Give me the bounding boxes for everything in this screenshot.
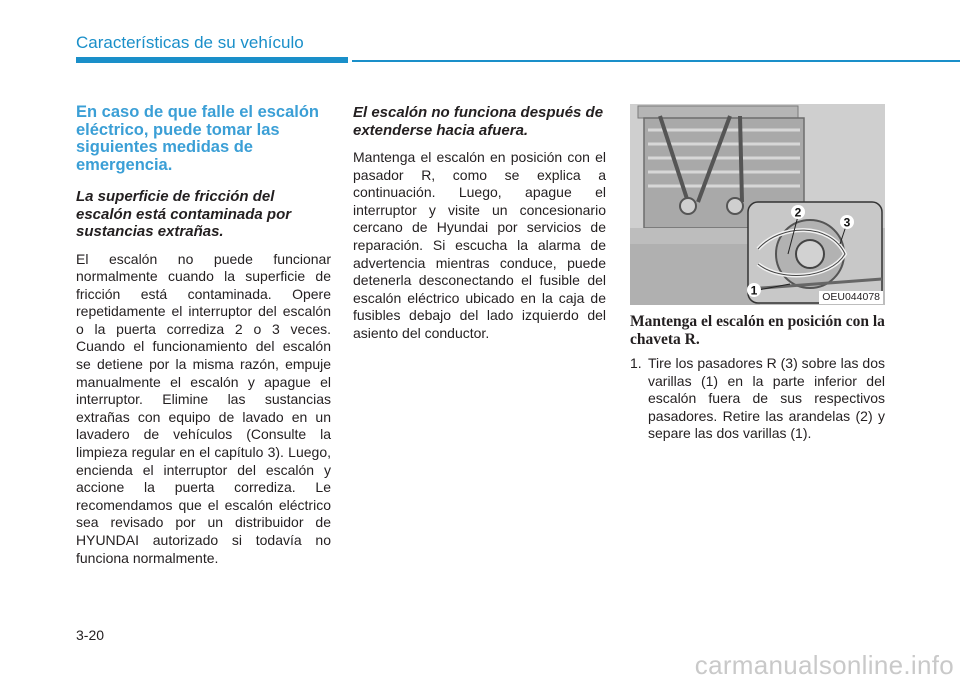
callout-3: 3 [843, 215, 851, 230]
list-text: Tire los pasadores R (3) sobre las dos varillas (1) en la parte inferior del escalón fuera de sus respectivos pasadores. Retire las arandelas (2) y separe las dos varillas (1). [648, 355, 885, 442]
contamination-paragraph: El escalón no puede funcionar normalmente cuando la superficie de fricción está contaminada. Opere repetidamente el interruptor del escalón o la puerta corrediza 2 o 3 veces. Cuando el funcionamiento del escalón se detiene por la misma razón, empuje manualmente el escalón y apague el interruptor. Elimine las sustancias extrañas con equipo de lavado en un lavadero de vehículos (Consulte la limpieza regular en el capítulo 3). Luego, encienda el interruptor del escalón y accione la puerta corrediza. Le recomendamos que el escalón eléctrico sea revisado por un distribuidor de HYUNDAI autorizado si todavía no funciona normalmente. [76, 250, 331, 566]
page-number: 3-20 [76, 627, 105, 643]
list-item [630, 355, 885, 443]
header-rule [352, 60, 960, 62]
callout-1: 1 [750, 283, 758, 298]
figure-code: OEU044078 [819, 291, 883, 304]
callout-2: 2 [794, 205, 802, 220]
column-middle [353, 104, 606, 343]
emergency-heading: En caso de que falle el escalón eléctrico, puede tomar las siguientes medidas de emergencia. [76, 103, 320, 174]
header-rule-accent [76, 57, 348, 63]
r-pin-heading: Mantenga el escalón en posición con la chaveta R. [630, 313, 885, 348]
watermark: carmanualsonline.info [694, 650, 954, 680]
power-step-illustration [630, 104, 885, 305]
section-title: Características de su vehículo [76, 33, 304, 52]
list-number: 1. [630, 355, 642, 371]
not-working-subheading: El escalón no funciona después de extenderse hacia afuera. [353, 104, 604, 139]
contamination-subheading: La superficie de fricción del escalón está contaminada por sustancias extrañas. [76, 188, 292, 240]
column-right [630, 104, 885, 443]
power-step-figure [630, 104, 885, 305]
column-left [76, 104, 331, 567]
not-working-paragraph: Mantenga el escalón en posición con el pasador R, como se explica a continuación. Luego, apague el interruptor y visite un concesionario cercano de Hyundai por servicios de reparación. Si escucha la alarma de advertencia mientras conduce, puede detenerla desconectando el fusible del escalón eléctrico ubicado en la caja de fusibles debajo del lado izquierdo del asiento del conductor. [353, 149, 606, 341]
